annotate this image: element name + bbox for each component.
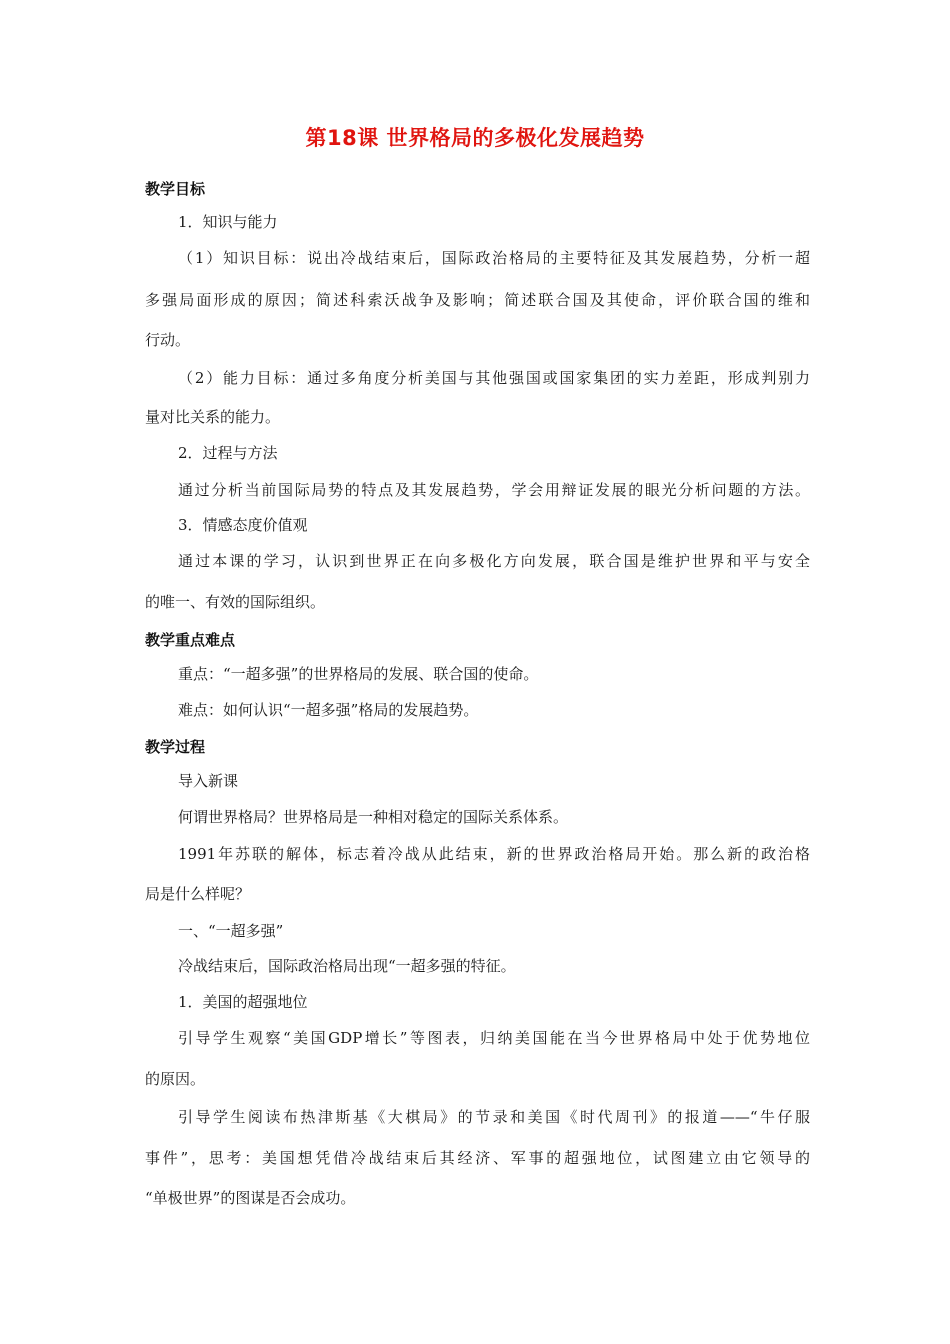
paragraph-line: 何谓世界格局？世界格局是一种相对稳定的国际关系体系。 bbox=[178, 808, 569, 826]
paragraph-line: 冷战结束后，国际政治格局出现“一超多强的特征。 bbox=[178, 957, 516, 975]
key-point-difficulty: 难点：如何认识“一超多强”格局的发展趋势。 bbox=[178, 701, 479, 719]
subsection-heading: 一、“一超多强” bbox=[178, 922, 284, 940]
paragraph-line: 引导学生观察“美国GDP增长”等图表，归纳美国能在当今世界格局中处于优势地位 bbox=[178, 1029, 810, 1047]
section-heading-key-points: 教学重点难点 bbox=[145, 631, 236, 649]
paragraph-line: 引导学生阅读布热津斯基《大棋局》的节录和美国《时代周刊》的报道——“牛仔服 bbox=[178, 1108, 810, 1126]
paragraph-line: 通过分析当前国际局势的特点及其发展趋势，学会用辩证发展的眼光分析问题的方法。 bbox=[178, 481, 810, 499]
section-heading-process: 教学过程 bbox=[145, 738, 206, 756]
paragraph-line: 量对比关系的能力。 bbox=[145, 408, 281, 426]
page-title: 第18课 世界格局的多极化发展趋势 bbox=[305, 126, 645, 150]
paragraph-line: 通过本课的学习，认识到世界正在向多极化方向发展，联合国是维护世界和平与安全 bbox=[178, 552, 810, 570]
paragraph-line: （1）知识目标：说出冷战结束后，国际政治格局的主要特征及其发展趋势，分析一超 bbox=[178, 249, 810, 267]
paragraph-line: 的唯一、有效的国际组织。 bbox=[145, 593, 326, 611]
paragraph-line: 的原因。 bbox=[145, 1070, 206, 1088]
paragraph-line: 1991年苏联的解体，标志着冷战从此结束，新的世界政治格局开始。那么新的政治格 bbox=[178, 845, 810, 863]
process-intro: 导入新课 bbox=[178, 772, 239, 790]
key-point-focus: 重点：“一超多强”的世界格局的发展、联合国的使命。 bbox=[178, 665, 539, 683]
paragraph-line: 局是什么样呢？ bbox=[145, 885, 251, 903]
objective-item-values: 3．情感态度价值观 bbox=[178, 516, 308, 534]
paragraph-line: （2）能力目标：通过多角度分析美国与其他强国或国家集团的实力差距，形成判别力 bbox=[178, 369, 810, 387]
objective-item-knowledge: 1．知识与能力 bbox=[178, 213, 278, 231]
section-heading-objectives: 教学目标 bbox=[145, 180, 206, 198]
paragraph-line: 行动。 bbox=[145, 331, 191, 349]
paragraph-line: 多强局面形成的原因；简述科索沃战争及影响；简述联合国及其使命，评价联合国的维和 bbox=[145, 291, 810, 309]
paragraph-line: “单极世界”的图谋是否会成功。 bbox=[145, 1189, 356, 1207]
subsection-heading: 1．美国的超强地位 bbox=[178, 993, 308, 1011]
objective-item-process: 2．过程与方法 bbox=[178, 444, 278, 462]
paragraph-line: 事件”，思考：美国想凭借冷战结束后其经济、军事的超强地位，试图建立由它领导的 bbox=[145, 1149, 810, 1167]
